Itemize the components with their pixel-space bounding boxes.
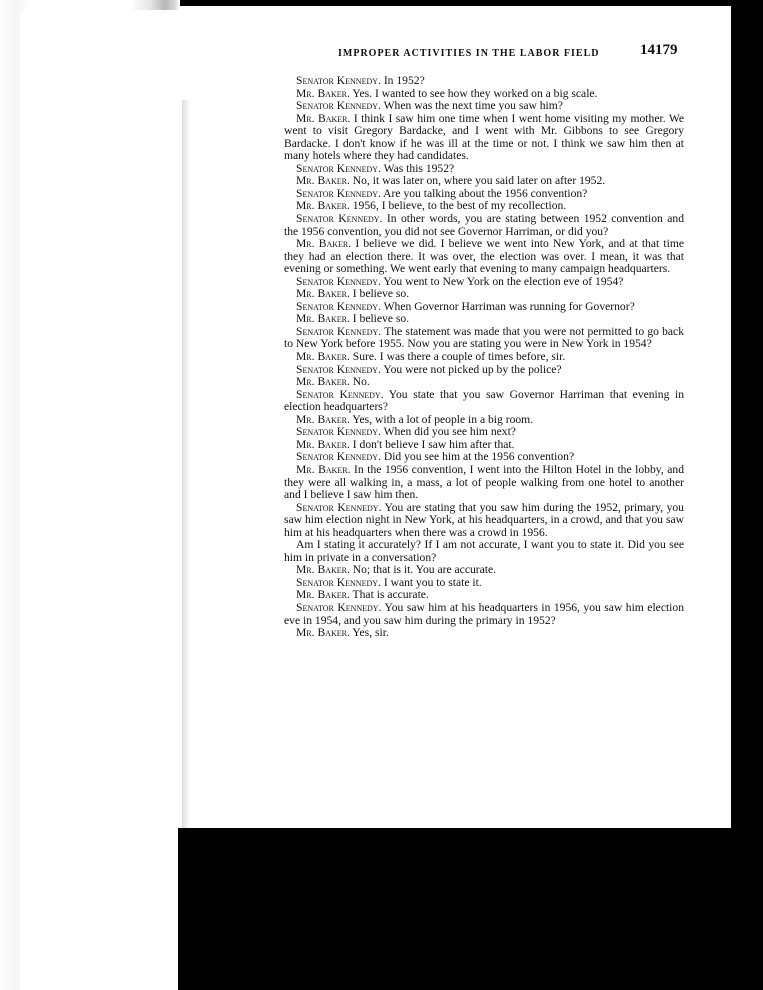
speech-text: Was this 1952?	[380, 161, 455, 175]
speaker-name: Senator Kennedy.	[296, 212, 383, 226]
speech-text: Did you see him at the 1956 convention?	[380, 450, 575, 464]
scan-background	[178, 828, 763, 990]
speaker-name: Senator Kennedy.	[296, 450, 381, 464]
speaker-name: Senator Kennedy.	[296, 274, 381, 288]
speaker-name: Mr. Baker.	[296, 350, 350, 364]
speech-text: I believe so.	[349, 312, 410, 326]
speaker-name: Senator Kennedy.	[296, 500, 382, 514]
speech-text: Yes, with a lot of people in a big room.	[349, 412, 534, 426]
document-page	[178, 6, 731, 828]
speaker-name: Senator Kennedy.	[296, 161, 381, 175]
page-header	[178, 42, 731, 62]
speaker-name: Senator Kennedy.	[296, 186, 381, 200]
speech-text: In other words, you are stating between 1952 convention and the 1956 convention, you did not see Governor Harriman, or did you?	[284, 212, 684, 238]
speech-text: I think I saw him one time when I went home visiting my mother. We went to visit Gregory Bardacke, and I went with Mr. Gibbons to see Gregory Bardacke. I don't know if he was ill at the time or not. I think we saw him then at many hotels where they had candidates.	[284, 111, 684, 163]
speaker-name: Mr. Baker.	[296, 563, 350, 577]
speaker-name: Senator Kennedy.	[296, 425, 381, 439]
speech-text: The statement was made that you were not permitted to go back to New York before 1955. Now you are stating you were in New York in 1954?	[284, 324, 684, 351]
speech-text: When Governor Harriman was running for Governor?	[380, 299, 635, 313]
speaker-name: Senator Kennedy.	[296, 362, 381, 376]
speech-text: Yes, sir.	[349, 626, 389, 640]
speech-text: In the 1956 convention, I went into the Hilton Hotel in the lobby, and they were all walking in, a mass, a lot of people walking from one hotel to another and I believe I saw him then.	[284, 462, 684, 502]
speech-text: No.	[349, 375, 370, 389]
page-number: 14179	[640, 42, 678, 58]
speech-text: I don't believe I saw him after that.	[349, 437, 515, 451]
speech-text: I believe so.	[349, 287, 410, 301]
transcript-paragraph	[284, 502, 684, 540]
speech-text: You are stating that you saw him during the 1952, primary, you saw him election night in New York, at his headquarters, in a crowd, and that you saw him at his headquarters when there was a crowd in 1956.	[284, 500, 684, 539]
speech-text: Am I stating it accurately? If I am not accurate, I want you to state it. Did you see him in private in a conversation?	[284, 538, 684, 564]
speaker-name: Mr. Baker.	[296, 199, 350, 213]
speech-text: In 1952?	[380, 74, 425, 87]
speech-text: I believe we did. I believe we went into New York, and at that time they had an election there. It was over, the election was over. I mean, it was that evening or something. We went early that evening to many campaign headquarters.	[284, 237, 684, 276]
speaker-name: Senator Kennedy.	[296, 99, 381, 113]
speech-text: 1956, I believe, to the best of my recollection.	[349, 199, 567, 213]
speech-text: No; that is it. You are accurate.	[349, 563, 497, 577]
transcript-paragraph	[284, 389, 684, 414]
speech-text: When was the next time you saw him?	[380, 99, 563, 113]
speech-text: That is accurate.	[349, 588, 429, 602]
speaker-name: Mr. Baker.	[296, 174, 350, 188]
transcript-body	[284, 75, 684, 640]
speaker-name: Mr. Baker.	[296, 237, 352, 251]
transcript-paragraph	[284, 113, 684, 163]
speaker-name: Mr. Baker.	[296, 287, 350, 301]
running-title: IMPROPER ACTIVITIES IN THE LABOR FIELD	[338, 48, 600, 59]
speaker-name: Mr. Baker.	[296, 312, 350, 326]
speech-text: You state that you saw Governor Harriman that evening in election headquarters?	[284, 387, 684, 414]
speaker-name: Mr. Baker.	[296, 437, 350, 451]
speaker-name: Mr. Baker.	[296, 375, 350, 389]
speaker-name: Mr. Baker.	[296, 462, 351, 476]
transcript-paragraph	[284, 627, 684, 640]
speaker-name: Mr. Baker.	[296, 86, 350, 100]
speaker-name: Senator Kennedy.	[296, 324, 382, 338]
speech-text: You went to New York on the election eve of 1954?	[380, 274, 624, 288]
speech-text: When did you see him next?	[380, 425, 516, 439]
transcript-paragraph	[284, 602, 684, 627]
speaker-name: Senator Kennedy.	[296, 387, 384, 401]
speaker-name: Senator Kennedy.	[296, 575, 381, 589]
speaker-name: Senator Kennedy.	[296, 299, 381, 313]
speech-text: No, it was later on, where you said later on after 1952.	[349, 174, 606, 188]
speech-text: I want you to state it.	[380, 575, 482, 589]
transcript-paragraph	[284, 464, 684, 502]
speaker-name: Mr. Baker.	[296, 412, 350, 426]
binding-shadow	[182, 100, 190, 830]
speech-text: Yes. I wanted to see how they worked on a big scale.	[349, 86, 598, 100]
transcript-paragraph	[284, 213, 684, 238]
transcript-paragraph	[284, 539, 684, 564]
transcript-paragraph	[284, 238, 684, 276]
speech-text: Sure. I was there a couple of times before, sir.	[349, 350, 566, 364]
speaker-name: Mr. Baker.	[296, 111, 351, 125]
speech-text: Are you talking about the 1956 convention?	[380, 186, 588, 200]
speaker-name: Senator Kennedy.	[296, 74, 381, 87]
speaker-name: Senator Kennedy.	[296, 600, 382, 614]
speaker-name: Mr. Baker.	[296, 588, 350, 602]
transcript-paragraph	[284, 326, 684, 351]
speech-text: You saw him at his headquarters in 1956, you saw him election eve in 1954, and you saw him during the primary in 1952?	[284, 600, 684, 627]
speaker-name: Mr. Baker.	[296, 626, 350, 640]
speech-text: You were not picked up by the police?	[380, 362, 562, 376]
facing-page	[20, 10, 190, 990]
